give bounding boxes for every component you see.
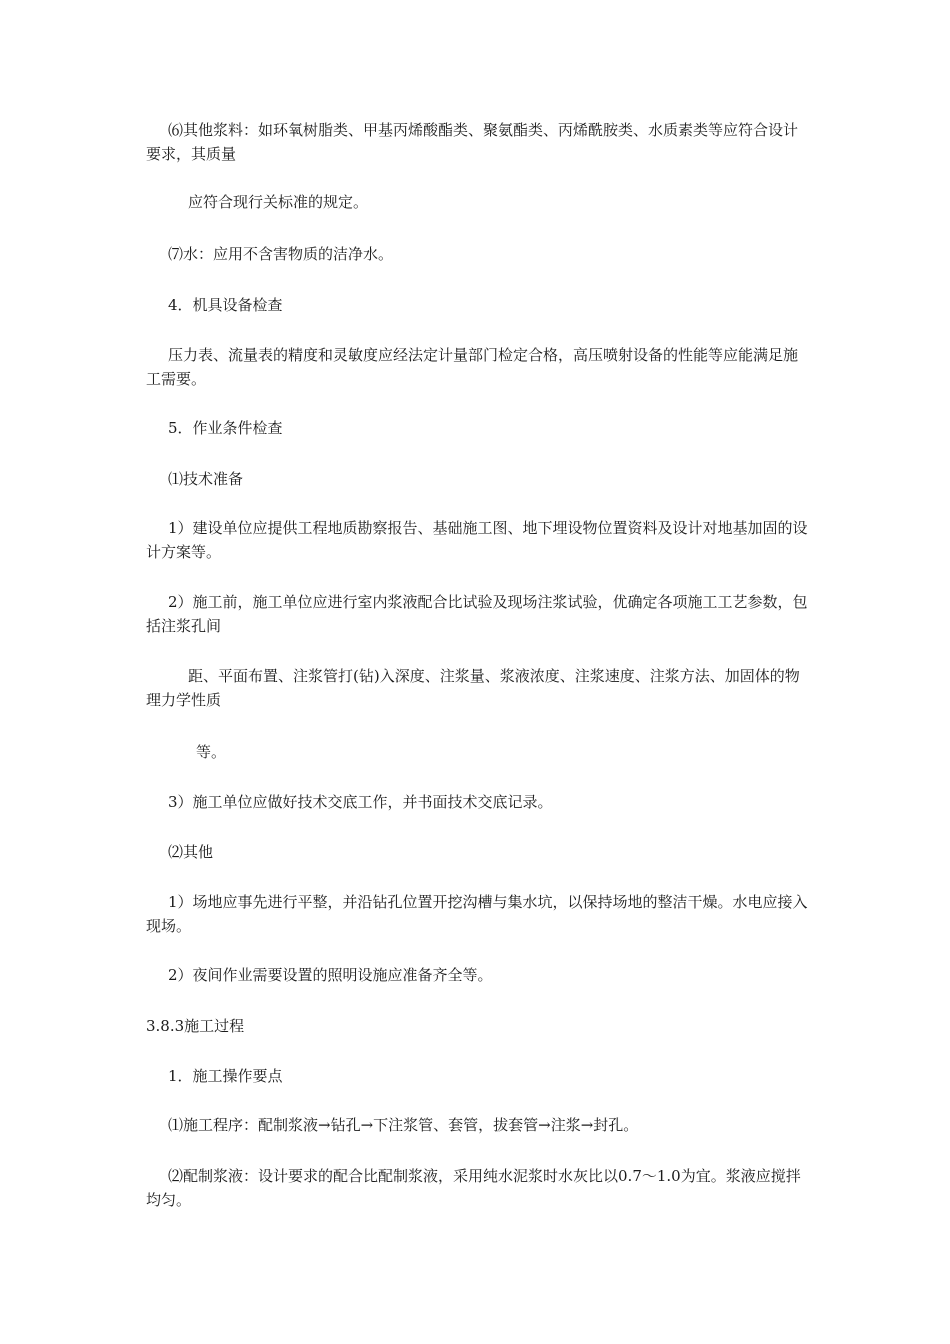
paragraph-slurry-prep: ⑵配制浆液：设计要求的配合比配制浆液，采用纯水泥浆时水灰比以0.7～1.0为宜。浆液应搅拌均匀。 xyxy=(146,1167,801,1209)
heading-operation-points: 1．施工操作要点 xyxy=(168,1067,283,1085)
paragraph-other-slurry: ⑹其他浆料：如环氧树脂类、甲基丙烯酸酯类、聚氨酯类、丙烯酰胺类、水质素类等应符合设计要求，其质量 xyxy=(146,121,799,163)
paragraph-procedure: ⑴施工程序：配制浆液→钻孔→下注浆管、套管，拔套管→注浆→封孔。 xyxy=(168,1116,639,1134)
paragraph-item-2-cont: 距、平面布置、注浆管打(钻)入深度、注浆量、浆液浓度、注浆速度、注浆方法、加固体的物理力学性质 xyxy=(146,667,800,709)
paragraph-site-item-1: 1）场地应事先进行平整，并沿钻孔位置开挖沟槽与集水坑，以保持场地的整洁干燥。水电应接入现场。 xyxy=(146,893,808,935)
heading-equipment-check: 4．机具设备检查 xyxy=(168,296,283,314)
paragraph-item-1: 1）建设单位应提供工程地质勘察报告、基础施工图、地下埋设物位置资料及设计对地基加固的设计方案等。 xyxy=(146,519,808,561)
paragraph-item-3: 3）施工单位应做好技术交底工作，并书面技术交底记录。 xyxy=(168,793,553,811)
heading-work-conditions: 5．作业条件检查 xyxy=(168,419,283,437)
paragraph-water: ⑺水：应用不含害物质的洁净水。 xyxy=(168,245,394,263)
heading-construction-process: 3.8.3施工过程 xyxy=(146,1017,245,1035)
paragraph-standard-compliance: 应符合现行关标准的规定。 xyxy=(188,193,369,211)
paragraph-site-item-2: 2）夜间作业需要设置的照明设施应准备齐全等。 xyxy=(168,966,493,984)
heading-technical-prep: ⑴技术准备 xyxy=(168,470,244,488)
paragraph-item-2: 2）施工前，施工单位应进行室内浆液配合比试验及现场注浆试验，优确定各项施工工艺参数，包括注浆孔间 xyxy=(146,593,808,635)
paragraph-equipment: 压力表、流量表的精度和灵敏度应经法定计量部门检定合格，高压喷射设备的性能等应能满足施工需要。 xyxy=(146,346,799,388)
heading-other: ⑵其他 xyxy=(168,843,214,861)
paragraph-item-2-end: 等。 xyxy=(196,743,227,761)
